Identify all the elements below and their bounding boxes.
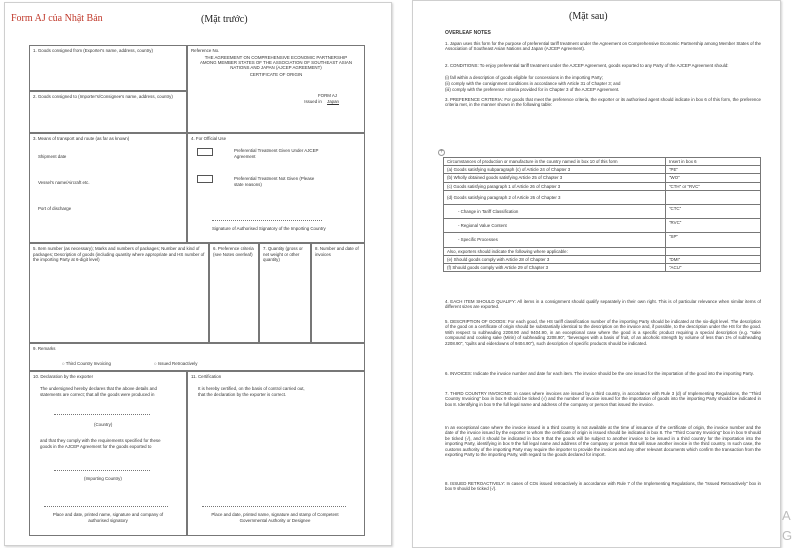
criteria-circumstance: - Regional Value Content bbox=[444, 219, 666, 233]
table-row bbox=[444, 255, 761, 263]
note-7: 7. THIRD COUNTRY INVOICING: In cases where invoices are issued by a third country, in accordance with Rule 3 (d) of Implementing Regulations, the "Third Country Invoicing" box in box 9 should be ticked (√) and the number of invoice issued for the importation of goods into the importing Party should be indicated in box 8. Identifying in box 9 the full legal name and address of the company or person that issued the invoice. bbox=[445, 391, 761, 407]
criteria-circumstance: (e) Should goods comply with Article 28 of Chapter 3 bbox=[444, 255, 666, 263]
issued-in-value: Japan bbox=[327, 98, 339, 104]
country-line bbox=[54, 414, 150, 415]
box-4-official-use bbox=[187, 133, 365, 243]
reference-box bbox=[187, 45, 365, 133]
box-6-label: 6. Preference criteria (see Notes overleaf) bbox=[213, 246, 254, 257]
table-row bbox=[444, 174, 761, 182]
country-label: (Country) bbox=[94, 422, 113, 427]
table-row bbox=[444, 190, 761, 204]
table-move-handle[interactable]: + bbox=[439, 149, 444, 155]
front-title: Form AJ của Nhật Bản bbox=[11, 13, 103, 24]
criteria-code: "ACU" bbox=[666, 264, 761, 272]
box-4-label: 4. For Official Use bbox=[191, 136, 227, 141]
note-1: 1. Japan uses this form for the purpose of preferential tariff treatment under the Agreement on Comprehensive Economic Partnership among Member States of the Association of Southeast Asian Nations and Japan (AJCEP Agreement). bbox=[445, 41, 761, 52]
criteria-code: "CTH" or "RVC" bbox=[666, 182, 761, 190]
box-1-consignor bbox=[29, 45, 187, 91]
issued-retro-option[interactable]: ○ Issued Retroactively bbox=[154, 361, 198, 366]
issued-in-label: Issued in bbox=[304, 98, 322, 104]
box-5-description bbox=[29, 243, 209, 343]
box-10-label: 10. Declaration by the exporter bbox=[33, 374, 94, 379]
table-row bbox=[444, 233, 761, 247]
criteria-circumstance: (d) Goods satisfying paragraph 2 of Article 26 of Chapter 3 bbox=[444, 190, 666, 204]
agreement-title: THE AGREEMENT ON COMPREHENSIVE ECONOMIC PARTNERSHIP AMONG MEMBER STATES OF THE ASSOCIATION OF SOUTHEAST ASIAN NATIONS AND JAPAN (AJCEP AGREEMENT) bbox=[199, 54, 353, 71]
exporter-signature-line bbox=[44, 506, 168, 507]
pref-not-given-label: Preferential Treatment Not Given (Please state reasons) bbox=[234, 176, 315, 187]
criteria-circumstance: (a) Goods satisfying subparagraph (c) of Article 24 of Chapter 3 bbox=[444, 166, 666, 174]
table-row bbox=[444, 219, 761, 233]
box-1-label: 1. Goods consigned from (Exporter's name, address, country) bbox=[33, 48, 153, 53]
declaration-text: The undersigned hereby declares that the above details and statements are correct; that all the goods were produced in bbox=[40, 386, 157, 397]
box-9-label: 9. Remarks bbox=[33, 346, 56, 351]
form-name: FORM AJ bbox=[317, 93, 337, 99]
criteria-circumstance: - Specific Processes bbox=[444, 233, 666, 247]
edge-glyph-g: G bbox=[782, 528, 792, 543]
place-date-exporter: Place and date, printed name, signature and company of authorised signatory bbox=[52, 512, 164, 523]
criteria-code bbox=[666, 190, 761, 204]
criteria-code bbox=[666, 247, 761, 255]
criteria-circumstance: (c) Goods satisfying paragraph 1 of Article 26 of Chapter 3 bbox=[444, 182, 666, 190]
criteria-circumstance: (f) Should goods comply with Article 29 of Chapter 3 bbox=[444, 264, 666, 272]
issued-in-line bbox=[191, 99, 361, 104]
pref-given-label: Preferential Treatment Given Under AJCEP Agreement bbox=[234, 148, 319, 159]
box-11-certification bbox=[187, 371, 365, 536]
box-5-label: 5. Item number (as necessary); Marks and numbers of packages; Number and kind of packages; Description of goods (including quantity where appropriate and HS number of the importing Party at 6-digit level) bbox=[33, 246, 205, 263]
criteria-code: "CTC" bbox=[666, 205, 761, 219]
note-2-i: (i) fall within a description of goods eligible for concessions in the importing Party; bbox=[445, 75, 603, 80]
box-3-transport bbox=[29, 133, 187, 243]
table-row bbox=[444, 247, 761, 255]
certification-text: It is hereby certified, on the basis of control carried out, that the declaration by the exporter is correct. bbox=[198, 386, 305, 397]
box-6-criteria bbox=[209, 243, 259, 343]
front-side-label: (Mặt trước) bbox=[201, 14, 248, 25]
pref-not-given-checkbox[interactable] bbox=[197, 175, 213, 183]
note-3: 3. PREFERENCE CRITERIA: For goods that meet the preference criteria, the exporter or its authorised agent should indicate in box 6 of this form, the preference criteria met, in the manner shown in the following table: bbox=[445, 97, 761, 108]
criteria-circumstance: (b) Wholly obtained goods satisfying Article 25 of Chapter 3 bbox=[444, 174, 666, 182]
criteria-code: "DMI" bbox=[666, 255, 761, 263]
box-2-consignee bbox=[29, 91, 187, 133]
box-3-label: 3. Means of transport and route (as far as known) bbox=[33, 136, 130, 141]
box-8-invoices bbox=[311, 243, 365, 343]
box-9-remarks bbox=[29, 343, 365, 371]
box-11-label: 11. Certification bbox=[191, 374, 222, 379]
reference-label: Reference No. bbox=[191, 48, 220, 53]
overleaf-heading: OVERLEAF NOTES bbox=[445, 30, 491, 36]
criteria-code: "RVC" bbox=[666, 219, 761, 233]
importing-country-label: (Importing Country) bbox=[84, 476, 122, 481]
box-8-label: 8. Number and date of invoices bbox=[315, 246, 359, 257]
criteria-code: "WO" bbox=[666, 174, 761, 182]
criteria-code: "PE" bbox=[666, 166, 761, 174]
criteria-code: "SP" bbox=[666, 233, 761, 247]
third-country-label: Third Country Invoicing bbox=[65, 361, 111, 366]
box-10-declaration bbox=[29, 371, 187, 536]
table-row bbox=[444, 264, 761, 272]
importing-country-line bbox=[54, 470, 150, 471]
back-side-label: (Mặt sau) bbox=[569, 11, 608, 22]
authority-signature-line bbox=[202, 506, 346, 507]
back-page bbox=[412, 0, 781, 548]
note-2-ii: (ii) comply with the consignment conditions in accordance with Article 31 of Chapter 3; and bbox=[445, 81, 621, 86]
vessel-label: Vessel's name/Aircraft etc. bbox=[38, 180, 90, 185]
table-head-left: Circumstances of production or manufacture in the country named in box 10 of this form bbox=[444, 158, 666, 166]
table-row bbox=[444, 205, 761, 219]
signature-importing-label: Signature of Authorised Signatory of the Importing Country bbox=[212, 226, 326, 231]
criteria-circumstance: Also, exporters should indicate the following where applicable: bbox=[444, 247, 666, 255]
note-4: 4. EACH ITEM SHOULD QUALIFY: All items in a consignment should qualify separately in their own right. This is of particular relevance when similar items of different sizes are exported. bbox=[445, 299, 761, 310]
table-row bbox=[444, 182, 761, 190]
comply-text: and that they comply with the requirements specified for these goods in the AJCEP Agreement for the goods exported to bbox=[40, 438, 161, 449]
note-7b: In an exceptional case where the invoice issued in a third country is not available at the time of issuance of the certificate of origin, the invoice number and the date of the invoice issued by the exporter to whom the certificate of origin is issued should be indicated in box 8. The "Third Country Invoicing" box in box 9 should be ticked (√), and it should be indicated in box 9 that the goods will be subject to another invoice to be issued in a third country for the importation into the importing Party, identifying in box 9 the full legal name and address of the company or person that will issue another invoice in the third country. In such case, the customs authority of the importing Party may require the importer to provide the invoices and any other relevant documents which confirm the transaction from the exporting Party to the importing Party, with regard to the goods declared for import. bbox=[445, 425, 761, 458]
signature-line bbox=[212, 220, 322, 221]
table-header-row bbox=[444, 158, 761, 166]
place-date-authority: Place and date, printed name, signature and stamp of Competent Governmental Authority or Designee bbox=[211, 512, 339, 523]
front-page bbox=[4, 2, 392, 546]
shipment-date-label: Shipment date bbox=[38, 154, 67, 159]
certificate-title: CERTIFICATE OF ORIGIN bbox=[249, 71, 303, 77]
box-2-label: 2. Goods consigned to (Importer's/Consignee's name, address, country) bbox=[33, 94, 173, 99]
box-7-label: 7. Quantity (gross or net weight or other quantity) bbox=[263, 246, 303, 263]
note-8: 8. ISSUED RETROACTIVELY: In cases of COs issued retroactively in accordance with Rule 7 of the Implementing Regulations, the "Issued Retroactively" box in box 9 should be ticked (√). bbox=[445, 481, 761, 492]
note-2-iii: (iii) comply with the preference criteria provided for in Chapter 3 of the AJCEP Agreement. bbox=[445, 87, 620, 92]
edge-glyph-a: A bbox=[782, 508, 791, 523]
note-5: 5. DESCRIPTION OF GOODS: For each good, the HS tariff classification number of the importing Party should be indicated at the six-digit level. The description of the good on a certificate of origin should be substantially identical to the description on the invoice and, if possible, to the description under the HS for the good. With respect to subheading 2208.90 and 9404.90, in an exceptional case where the good is a specific product requiring a special description (e.g. "sake compound and cooking sake (Mirin) of subheading 2208.90", "beverages with a basis of fruit, of an alcoholic strength by volume of less than 1% of subheading 2208.90", "quilts and eiderdowns of 9404.90"), such description of specific products should be indicated. bbox=[445, 319, 761, 346]
note-2: 2. CONDITIONS: To enjoy preferential tariff treatment under the AJCEP Agreement, goods exported to any Party of the AJCEP Agreement should: bbox=[445, 63, 729, 68]
box-7-quantity bbox=[259, 243, 311, 343]
criteria-circumstance: - Change in Tariff Classification bbox=[444, 205, 666, 219]
table-row bbox=[444, 166, 761, 174]
issued-retro-label: Issued Retroactively bbox=[157, 361, 198, 366]
note-6: 6. INVOICES: Indicate the invoice number and date for each item. The invoice should be the one issued for the importation of the good into the importing Party. bbox=[445, 371, 754, 376]
table-head-right: Insert in box 6 bbox=[666, 158, 761, 166]
preference-criteria-table bbox=[443, 157, 761, 272]
third-country-option[interactable]: ○ Third Country Invoicing bbox=[62, 361, 111, 366]
pref-given-checkbox[interactable] bbox=[197, 148, 213, 156]
port-label: Port of discharge bbox=[38, 206, 72, 211]
